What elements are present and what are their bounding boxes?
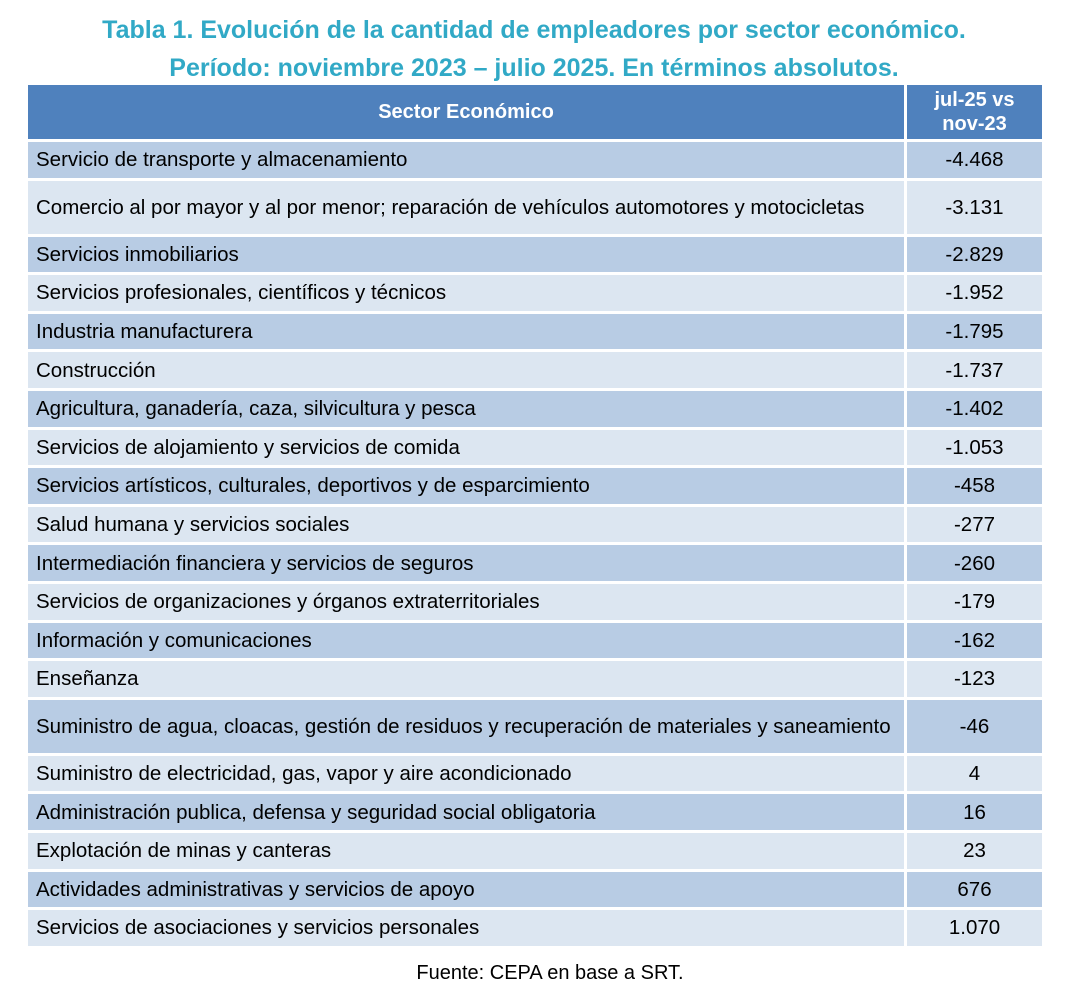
sector-cell: Servicios de alojamiento y servicios de comida [28, 430, 904, 466]
table-row [28, 794, 1042, 830]
value-cell: 23 [907, 833, 1042, 869]
value-cell: -123 [907, 661, 1042, 697]
title-line-2: Período: noviembre 2023 – julio 2025. En términos absolutos. [169, 54, 899, 82]
sector-cell: Servicios profesionales, científicos y técnicos [28, 275, 904, 311]
sector-cell: Suministro de electricidad, gas, vapor y aire acondicionado [28, 756, 904, 792]
sector-cell: Información y comunicaciones [28, 623, 904, 659]
sector-cell: Suministro de agua, cloacas, gestión de residuos y recuperación de materiales y saneamiento [28, 700, 904, 753]
sector-cell: Salud humana y servicios sociales [28, 507, 904, 543]
sector-cell: Comercio al por mayor y al por menor; reparación de vehículos automotores y motocicletas [28, 181, 904, 234]
table-row [28, 756, 1042, 792]
sector-cell: Servicios de organizaciones y órganos extraterritoriales [28, 584, 904, 620]
table-title [0, 11, 1068, 87]
table-row [28, 468, 1042, 504]
header-value [907, 85, 1042, 139]
table-row [28, 872, 1042, 908]
sector-cell: Administración publica, defensa y seguridad social obligatoria [28, 794, 904, 830]
value-cell: -4.468 [907, 142, 1042, 178]
value-cell: -1.952 [907, 275, 1042, 311]
value-cell: 16 [907, 794, 1042, 830]
table-row [28, 430, 1042, 466]
employers-table [25, 82, 1045, 949]
value-cell: -1.737 [907, 352, 1042, 388]
value-cell: -3.131 [907, 181, 1042, 234]
table-row [28, 314, 1042, 350]
value-cell: -162 [907, 623, 1042, 659]
sector-cell: Construcción [28, 352, 904, 388]
table-row [28, 352, 1042, 388]
value-cell: -46 [907, 700, 1042, 753]
value-cell: -1.795 [907, 314, 1042, 350]
sector-cell: Enseñanza [28, 661, 904, 697]
table-row [28, 391, 1042, 427]
source-note: Fuente: CEPA en base a SRT. [416, 962, 684, 984]
table-row [28, 275, 1042, 311]
sector-cell: Actividades administrativas y servicios de apoyo [28, 872, 904, 908]
header-row [28, 85, 1042, 139]
table-row [28, 910, 1042, 946]
table-row [28, 584, 1042, 620]
table-row [28, 237, 1042, 273]
sector-cell: Explotación de minas y canteras [28, 833, 904, 869]
table-row [28, 545, 1042, 581]
sector-cell: Servicios artísticos, culturales, deportivos y de esparcimiento [28, 468, 904, 504]
value-cell: -458 [907, 468, 1042, 504]
value-cell: 1.070 [907, 910, 1042, 946]
value-cell: -1.402 [907, 391, 1042, 427]
title-line-1: Tabla 1. Evolución de la cantidad de empleadores por sector económico. [102, 16, 966, 44]
table-row [28, 661, 1042, 697]
value-cell: 4 [907, 756, 1042, 792]
sector-cell: Servicios inmobiliarios [28, 237, 904, 273]
table-row [28, 700, 1042, 753]
sector-cell: Servicio de transporte y almacenamiento [28, 142, 904, 178]
value-cell: -2.829 [907, 237, 1042, 273]
value-cell: -277 [907, 507, 1042, 543]
table-row [28, 181, 1042, 234]
value-cell: 676 [907, 872, 1042, 908]
value-cell: -260 [907, 545, 1042, 581]
header-value-line2: nov-23 [942, 113, 1007, 135]
sector-cell: Servicios de asociaciones y servicios personales [28, 910, 904, 946]
sector-cell: Intermediación financiera y servicios de seguros [28, 545, 904, 581]
table-row [28, 507, 1042, 543]
table-row [28, 623, 1042, 659]
header-value-line1: jul-25 vs [934, 89, 1015, 111]
value-cell: -1.053 [907, 430, 1042, 466]
table-row [28, 142, 1042, 178]
sector-cell: Agricultura, ganadería, caza, silvicultura y pesca [28, 391, 904, 427]
sector-cell: Industria manufacturera [28, 314, 904, 350]
value-cell: -179 [907, 584, 1042, 620]
table-row [28, 833, 1042, 869]
header-sector: Sector Económico [28, 85, 904, 139]
